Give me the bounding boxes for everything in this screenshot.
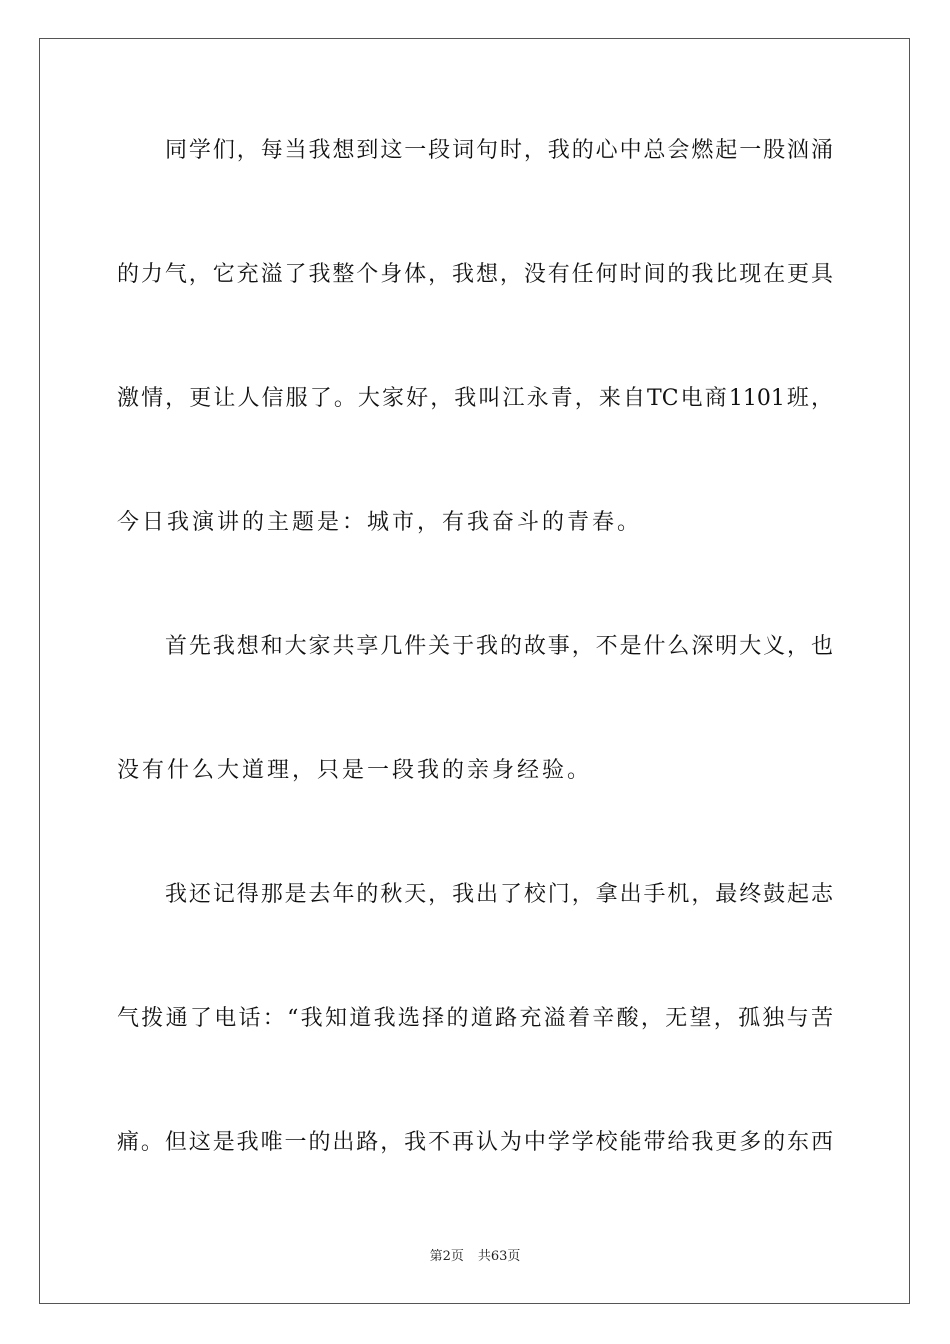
paragraph-3-line-1: 我还记得那是去年的秋天，我出了校门，拿出手机，最终鼓起志 xyxy=(165,882,833,907)
paragraph-2-line-2: 没有什么大道理，只是一段我的亲身经验。 xyxy=(117,758,593,783)
paragraph-1-line-1: 同学们，每当我想到这一段词句时，我的心中总会燃起一股汹涌 xyxy=(165,138,833,163)
paragraph-1-line-3: 激情，更让人信服了。大家好，我叫江永青，来自TC电商1101班， xyxy=(117,386,833,411)
paragraph-1-line-2: 的力气，它充溢了我整个身体，我想，没有任何时间的我比现在更具 xyxy=(117,262,833,287)
paragraph-3-line-2: 气拨通了电话：“我知道我选择的道路充溢着辛酸，无望，孤独与苦 xyxy=(117,1006,833,1031)
page-border xyxy=(39,38,910,1304)
page-number: 第2页 xyxy=(429,1249,464,1264)
paragraph-3-line-3: 痛。但这是我唯一的出路，我不再认为中学学校能带给我更多的东西 xyxy=(117,1130,833,1155)
page-footer xyxy=(0,1248,950,1266)
paragraph-2-line-1: 首先我想和大家共享几件关于我的故事，不是什么深明大义，也 xyxy=(165,634,833,659)
page-total: 共63页 xyxy=(477,1249,521,1264)
paragraph-1-line-4: 今日我演讲的主题是：城市，有我奋斗的青春。 xyxy=(117,510,643,535)
